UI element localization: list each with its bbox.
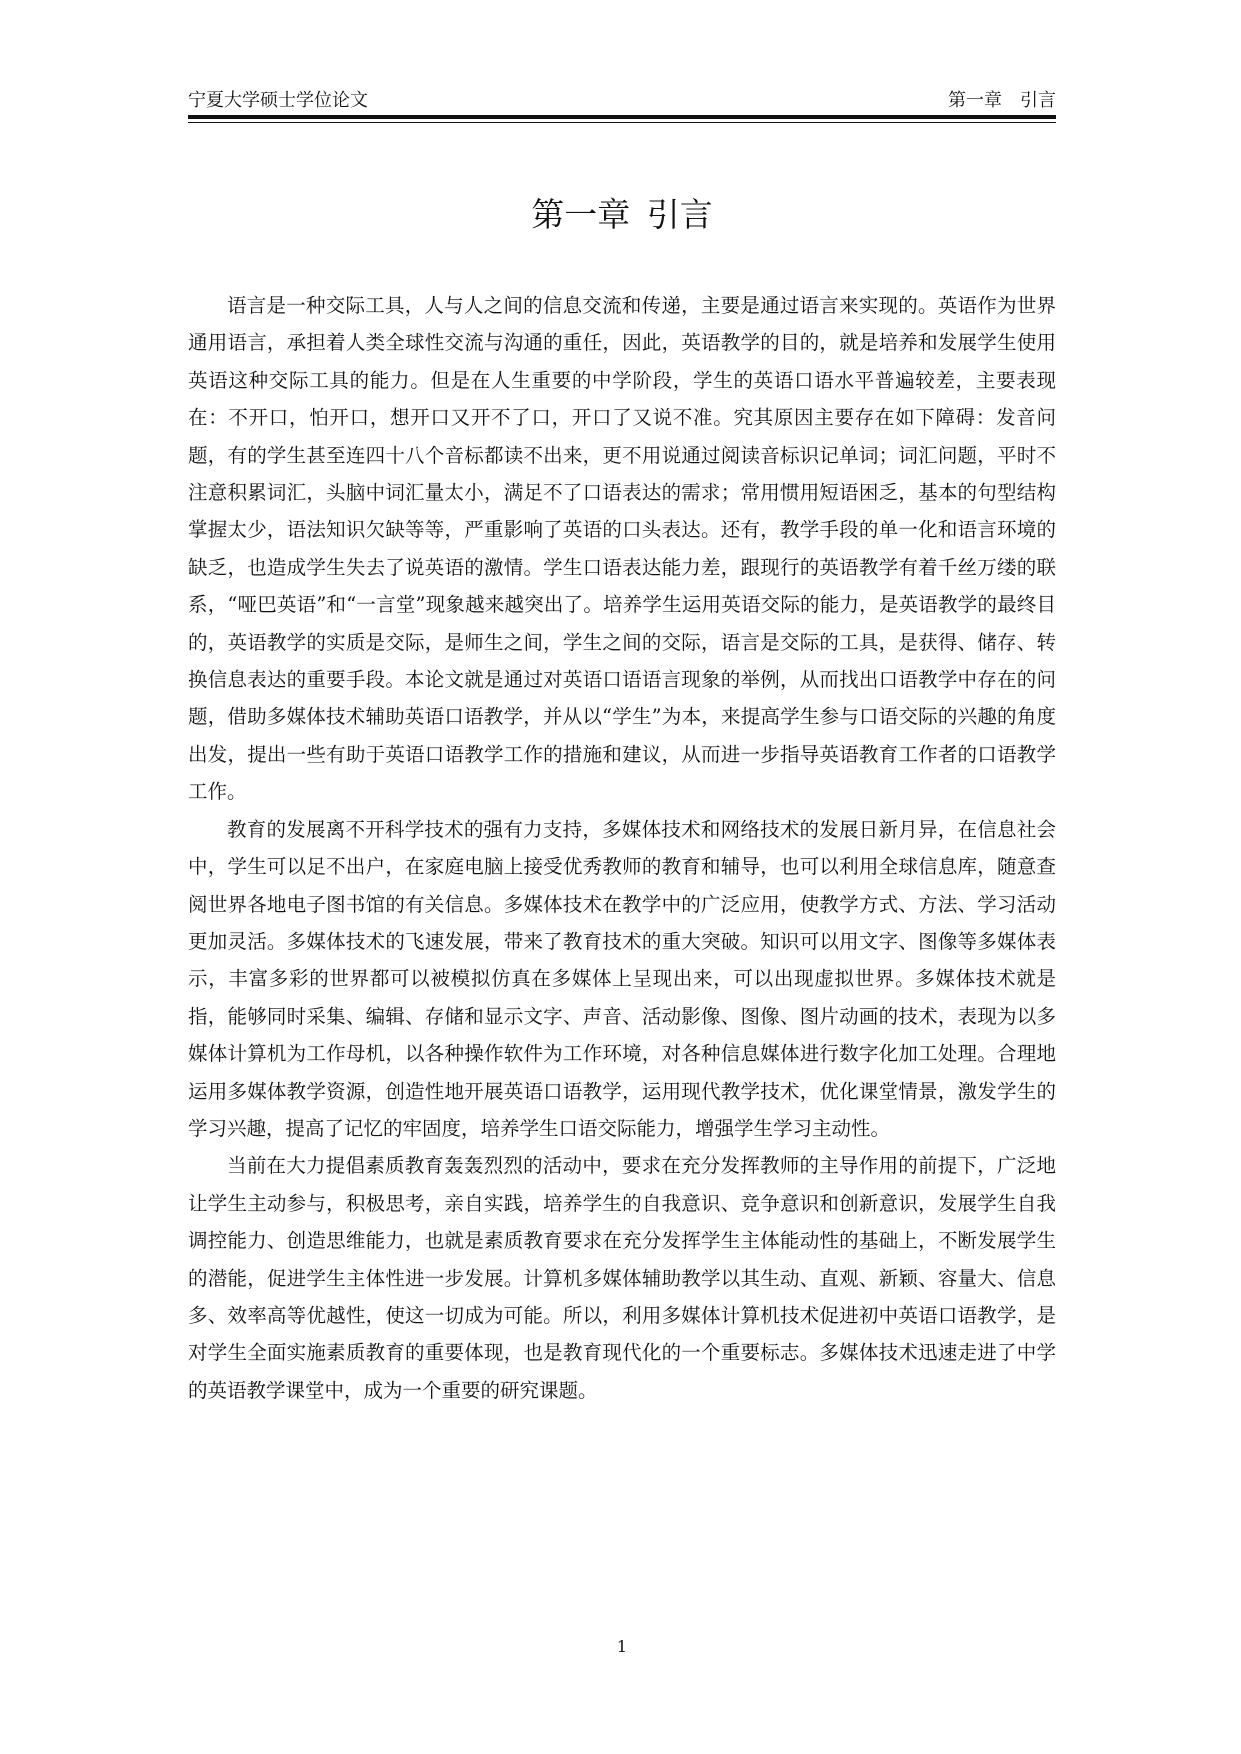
header-rule-thin xyxy=(188,122,1056,123)
paragraph-3: 当前在大力提倡素质教育轰轰烈烈的活动中，要求在充分发挥教师的主导作用的前提下，广泛地让学生主动参与，积极思考，亲自实践，培养学生的自我意识、竞争意识和创新意识，发展学生自我调控能力、创造思维能力，也就是素质教育要求在充分发挥学生主体能动性的基础上，不断发展学生的潜能，促进学生主体性进一步发展。计算机多媒体辅助教学以其生动、直观、新颖、容量大、信息多、效率高等优越性，使这一切成为可能。所以，利用多媒体计算机技术促进初中英语口语教学，是对学生全面实施素质教育的重要体现，也是教育现代化的一个重要标志。多媒体技术迅速走进了中学的英语教学课堂中，成为一个重要的研究课题。 xyxy=(188,1154,1056,1402)
page-number: 1 xyxy=(616,1637,628,1656)
header-chapter-label: 第一章 引言 xyxy=(948,90,1056,111)
body-text xyxy=(188,287,1056,1409)
chapter-title: 第一章 引言 xyxy=(531,195,713,234)
paragraph-1: 语言是一种交际工具，人与人之间的信息交流和传递，主要是通过语言来实现的。英语作为世界通用语言，承担着人类全球性交流与沟通的重任，因此，英语教学的目的，就是培养和发展学生使用英语这种交际工具的能力。但是在人生重要的中学阶段，学生的英语口语水平普遍较差，主要表现在：不开口，怕开口，想开口又开不了口，开口了又说不准。究其原因主要存在如下障碍：发音问题，有的学生甚至连四十八个音标都读不出来，更不用说通过阅读音标识记单词；词汇问题，平时不注意积累词汇，头脑中词汇量太小，满足不了口语表达的需求；常用惯用短语困乏，基本的句型结构掌握太少，语法知识欠缺等等，严重影响了英语的口头表达。还有，教学手段的单一化和语言环境的缺乏，也造成学生失去了说英语的激情。学生口语表达能力差，跟现行的英语教学有着千丝万缕的联系，“哑巴英语”和“一言堂”现象越来越突出了。培养学生运用英语交际的能力，是英语教学的最终目的，英语教学的实质是交际，是师生之间，学生之间的交际，语言是交际的工具，是获得、储存、转换信息表达的重要手段。本论文就是通过对英语口语语言现象的举例，从而找出口语教学中存在的问题，借助多媒体技术辅助英语口语教学，并从以“学生”为本，来提高学生参与口语交际的兴趣的角度出发，提出一些有助于英语口语教学工作的措施和建议，从而进一步指导英语教育工作者的口语教学工作。 xyxy=(188,294,1056,804)
header-rule-thick xyxy=(188,115,1056,119)
paragraph-2: 教育的发展离不开科学技术的强有力支持，多媒体技术和网络技术的发展日新月异，在信息社会中，学生可以足不出户，在家庭电脑上接受优秀教师的教育和辅导，也可以利用全球信息库，随意查阅世界各地电子图书馆的有关信息。多媒体技术在教学中的广泛应用，使教学方式、方法、学习活动更加灵活。多媒体技术的飞速发展，带来了教育技术的重大突破。知识可以用文字、图像等多媒体表示，丰富多彩的世界都可以被模拟仿真在多媒体上呈现出来，可以出现虚拟世界。多媒体技术就是指，能够同时采集、编辑、存储和显示文字、声音、活动影像、图像、图片动画的技术，表现为以多媒体计算机为工作母机，以各种操作软件为工作环境，对各种信息媒体进行数字化加工处理。合理地运用多媒体教学资源，创造性地开展英语口语教学，运用现代教学技术，优化课堂情景，激发学生的学习兴趣，提高了记忆的牢固度，培养学生口语交际能力，增强学生学习主动性。 xyxy=(188,817,1056,1140)
running-header xyxy=(188,86,1056,116)
header-thesis-title: 宁夏大学硕士学位论文 xyxy=(188,90,368,111)
